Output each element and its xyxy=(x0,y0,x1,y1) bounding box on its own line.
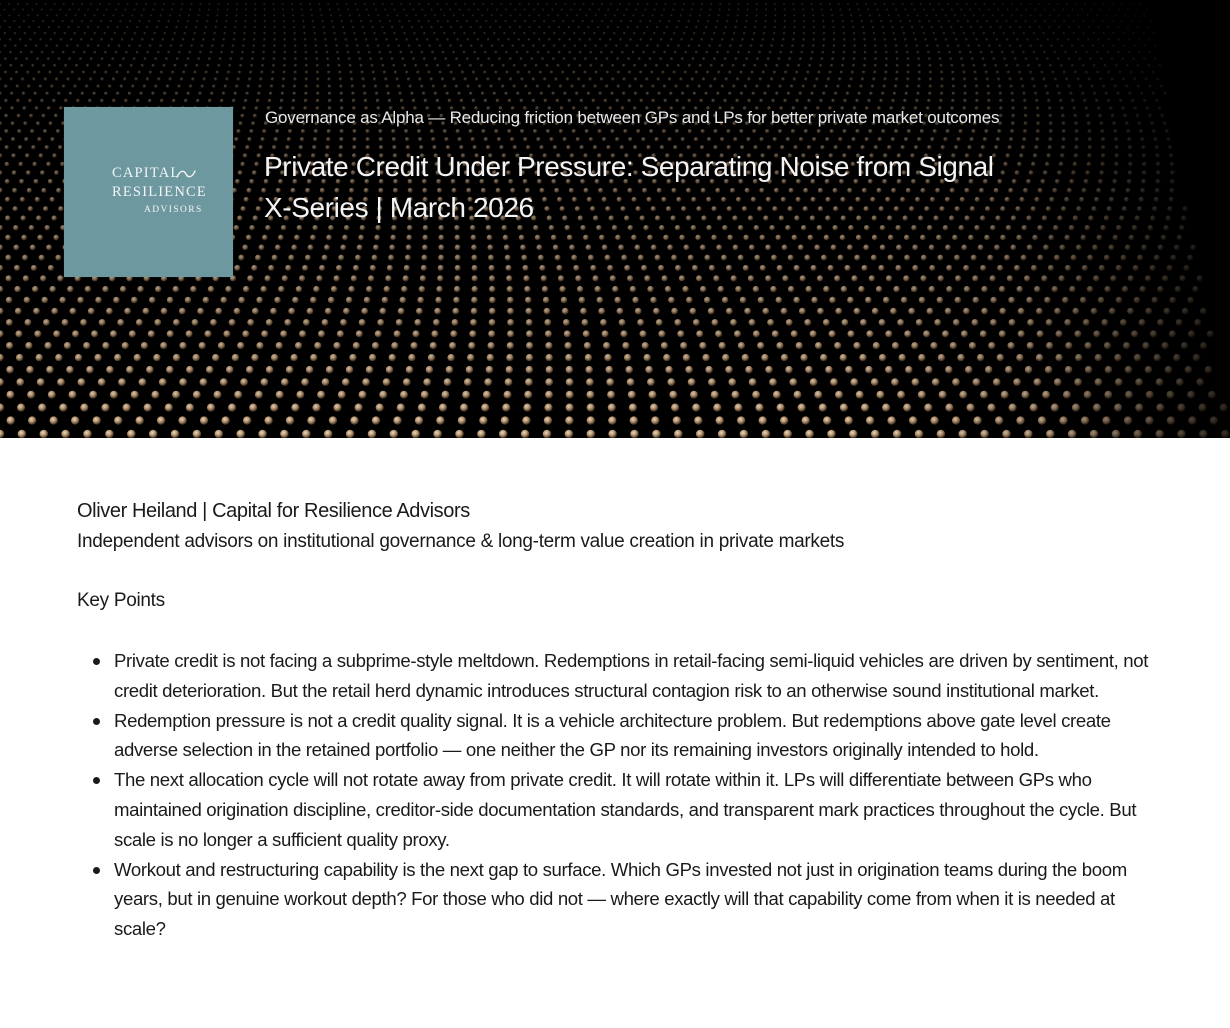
bullet-icon xyxy=(93,658,100,665)
key-point-item xyxy=(77,855,1157,944)
infinity-swirl-icon xyxy=(175,168,197,180)
author-description: Independent advisors on institutional governance & long-term value creation in private markets xyxy=(77,531,845,552)
bullet-icon xyxy=(93,777,100,784)
key-points-heading: Key Points xyxy=(77,590,165,611)
author-byline: Oliver Heiland | Capital for Resilience Advisors xyxy=(77,500,470,522)
key-point-text: Workout and restructuring capability is the next gap to surface. Which GPs invested not just in origination teams during the boom years, but in genuine workout depth? For those who did not — where exactly will that capability come from when it is needed at scale? xyxy=(114,858,1127,940)
bullet-icon xyxy=(93,718,100,725)
key-point-text: Redemption pressure is not a credit quality signal. It is a vehicle architecture problem. But redemptions above gate level create adverse selection in the retained portfolio — one neither the GP nor its remaining investors originally intended to hold. xyxy=(114,709,1111,761)
logo-text-capital: CAPITAL xyxy=(112,165,181,181)
key-point-item xyxy=(77,765,1157,854)
logo-text-resilience: RESILIENCE xyxy=(112,184,207,200)
article-title: Private Credit Under Pressure: Separating Noise from Signal xyxy=(264,151,994,182)
bullet-icon xyxy=(93,867,100,874)
key-point-item xyxy=(77,646,1157,706)
company-logo xyxy=(64,107,233,277)
key-point-text: The next allocation cycle will not rotate away from private credit. It will rotate within it. LPs will differentiate between GPs who maintained origination discipline, creditor-side documentation standards, and transparent mark practices throughout the cycle. But scale is no longer a sufficient quality proxy. xyxy=(114,769,1137,850)
article-body xyxy=(77,497,1157,944)
key-points-list xyxy=(77,646,1157,944)
key-point-text: Private credit is not facing a subprime-style meltdown. Redemptions in retail-facing semi-liquid vehicles are driven by sentiment, not credit deterioration. But the retail herd dynamic introduces structural contagion risk to an otherwise sound institutional market. xyxy=(114,650,1149,701)
banner-tagline: Governance as Alpha — Reducing friction between GPs and LPs for better private market outcomes xyxy=(265,108,1000,127)
hero-banner xyxy=(0,0,1230,438)
logo-text-advisors: ADVISORS xyxy=(144,205,203,215)
article-series-date: X-Series | March 2026 xyxy=(264,192,534,223)
key-point-item xyxy=(77,706,1157,766)
